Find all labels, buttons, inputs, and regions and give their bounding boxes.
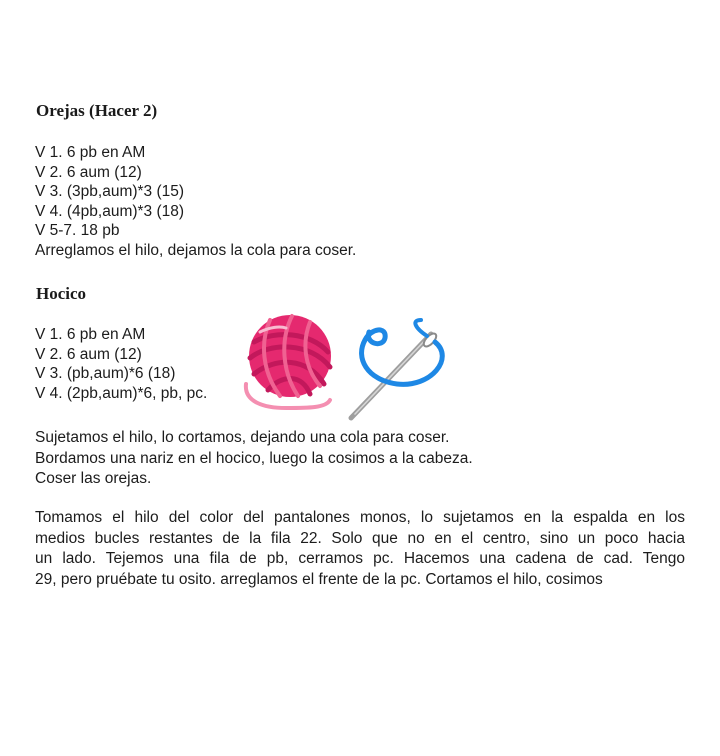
hocico-line: V 3. (pb,aum)*6 (18)	[35, 365, 176, 383]
hocico-line: V 4. (2pb,aum)*6, pb, pc.	[35, 384, 208, 402]
heading-orejas: Orejas (Hacer 2)	[36, 101, 158, 120]
hocico-instructions	[35, 325, 207, 403]
paragraph-sujetamos	[35, 428, 685, 490]
orejas-line: V 5-7. 18 pb	[35, 222, 120, 240]
orejas-line: V 2. 6 aum (12)	[35, 163, 142, 181]
yarn-ball-icon	[240, 312, 340, 422]
paragraph-tomamos	[35, 508, 685, 590]
paragraph-line: Coser las orejas.	[35, 470, 152, 487]
paragraph-line: Sujetamos el hilo, lo cortamos, dejando una cola para coser.	[35, 429, 450, 446]
hocico-line: V 1. 6 pb en AM	[35, 326, 146, 343]
orejas-line: V 3. (3pb,aum)*3 (15)	[35, 183, 185, 201]
paragraph-line: un lado. Tejemos una fila de pb, cerramos pc. Hacemos una cadena de cad. Tengo	[35, 550, 685, 567]
hocico-line: V 2. 6 aum (12)	[35, 345, 142, 363]
sewing-needle-icon	[345, 318, 460, 424]
orejas-line: Arreglamos el hilo, dejamos la cola para coser.	[35, 241, 357, 259]
paragraph-line: 29, pero pruébate tu osito. arreglamos el frente de la pc. Cortamos el hilo, cosimos	[35, 570, 603, 588]
paragraph-line: Tomamos el hilo del color del pantalones monos, lo sujetamos en la espalda en los	[35, 509, 685, 526]
orejas-instructions	[35, 143, 356, 261]
paragraph-line: medios bucles restantes de la fila 22. Solo que no en el centro, sino un poco hacia	[35, 529, 685, 547]
orejas-line: V 1. 6 pb en AM	[35, 144, 146, 161]
paragraph-line: Bordamos una nariz en el hocico, luego la cosimos a la cabeza.	[35, 449, 473, 467]
heading-hocico: Hocico	[36, 284, 87, 303]
orejas-line: V 4. (4pb,aum)*3 (18)	[35, 202, 185, 220]
